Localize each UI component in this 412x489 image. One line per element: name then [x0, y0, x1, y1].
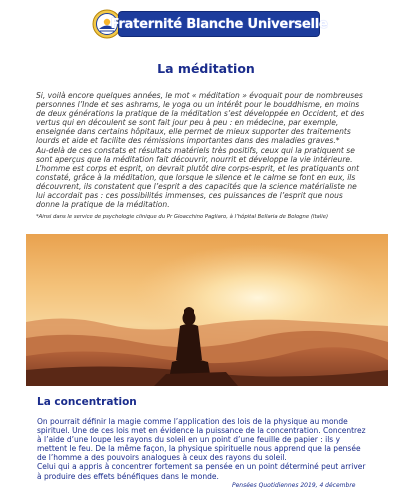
intro-line: vertus qui en découlent se sont fait jour peu à peu : en médecine, par exemple, [36, 118, 339, 128]
intro-line: L’homme est corps et esprit, on devrait plutôt dire corps-esprit, et les pratiquants ont [36, 163, 360, 173]
intro-line: Si, voilà encore quelques années, le mot « méditation » évoquait pour de nombreuses [36, 91, 363, 100]
article-footnote: *Ainsi dans le service de psychologie clinique du Pr Gioacchino Pagliaro, à l’hôpital Bellaria de Bologne (Italie) [36, 214, 329, 220]
intro-line: sont aperçus que la méditation fait découvrir, nourrit et développe la vie intérieure. [36, 154, 353, 164]
intro-line: constaté, grâce à la méditation, que lorsque le silence et le calme se font en eux, ils [36, 172, 356, 182]
section-line: On pourrait définir la magie comme l’application des lois de la physique au monde [37, 417, 348, 426]
section-title: La concentration [37, 396, 137, 408]
section-line: à produire des effets bénéfiques dans le monde. [37, 471, 219, 481]
article-intro [36, 91, 381, 209]
section-body [37, 417, 387, 481]
intro-line: personnes l’Inde et ses ashrams, le yoga ou un intérêt pour le bouddhisme, en moins [36, 100, 360, 110]
section-line: mettent le feu. De la même façon, la physique spirituelle nous apprend que la pensée [37, 444, 361, 454]
intro-line: découvrent, ils constatent que l’esprit a des capacités que la science matérialiste ne [36, 181, 357, 191]
section-line: spirituel. Une de ces lois met en évidence la puissance de la concentration. Concentrez [37, 426, 366, 436]
section-line: Celui qui a appris à concentrer fortement sa pensée en un point déterminé peut arriver [37, 462, 366, 472]
intro-line: lui accordait pas : ces possibilités immenses, ces puissances de l’esprit que nous [36, 191, 343, 201]
source-citation: Pensées Quotidiennes 2019, 4 décembre [232, 482, 356, 489]
site-logo-banner [110, 12, 328, 36]
site-header [0, 0, 412, 50]
intro-line: enseignée dans certains hôpitaux, elle permet de mieux supporter des traitements [36, 127, 351, 137]
intro-line: lourds et aide et facilite des rémissions importantes dans des maladies graves.* [36, 136, 340, 146]
article-title: La méditation [157, 61, 255, 76]
section-line: de l’homme a des pouvoirs analogues à ceux des rayons du soleil. [37, 453, 287, 463]
intro-line: donne la pratique de la méditation. [36, 200, 170, 210]
section-line: à l’aide d’une loupe les rayons du soleil en un point d’une feuille de papier : ils y [37, 435, 341, 445]
intro-line: Au-delà de ces constats et résultats matériels très positifs, ceux qui la pratiquent se [36, 145, 355, 155]
meditation-photo [26, 234, 388, 386]
site-logo-text: Fraternité Blanche Universelle [110, 16, 328, 32]
intro-line: de deux générations la pratique de la méditation s’est développée en Occident, et des [36, 109, 365, 119]
meditation-sunset-image [26, 234, 388, 386]
